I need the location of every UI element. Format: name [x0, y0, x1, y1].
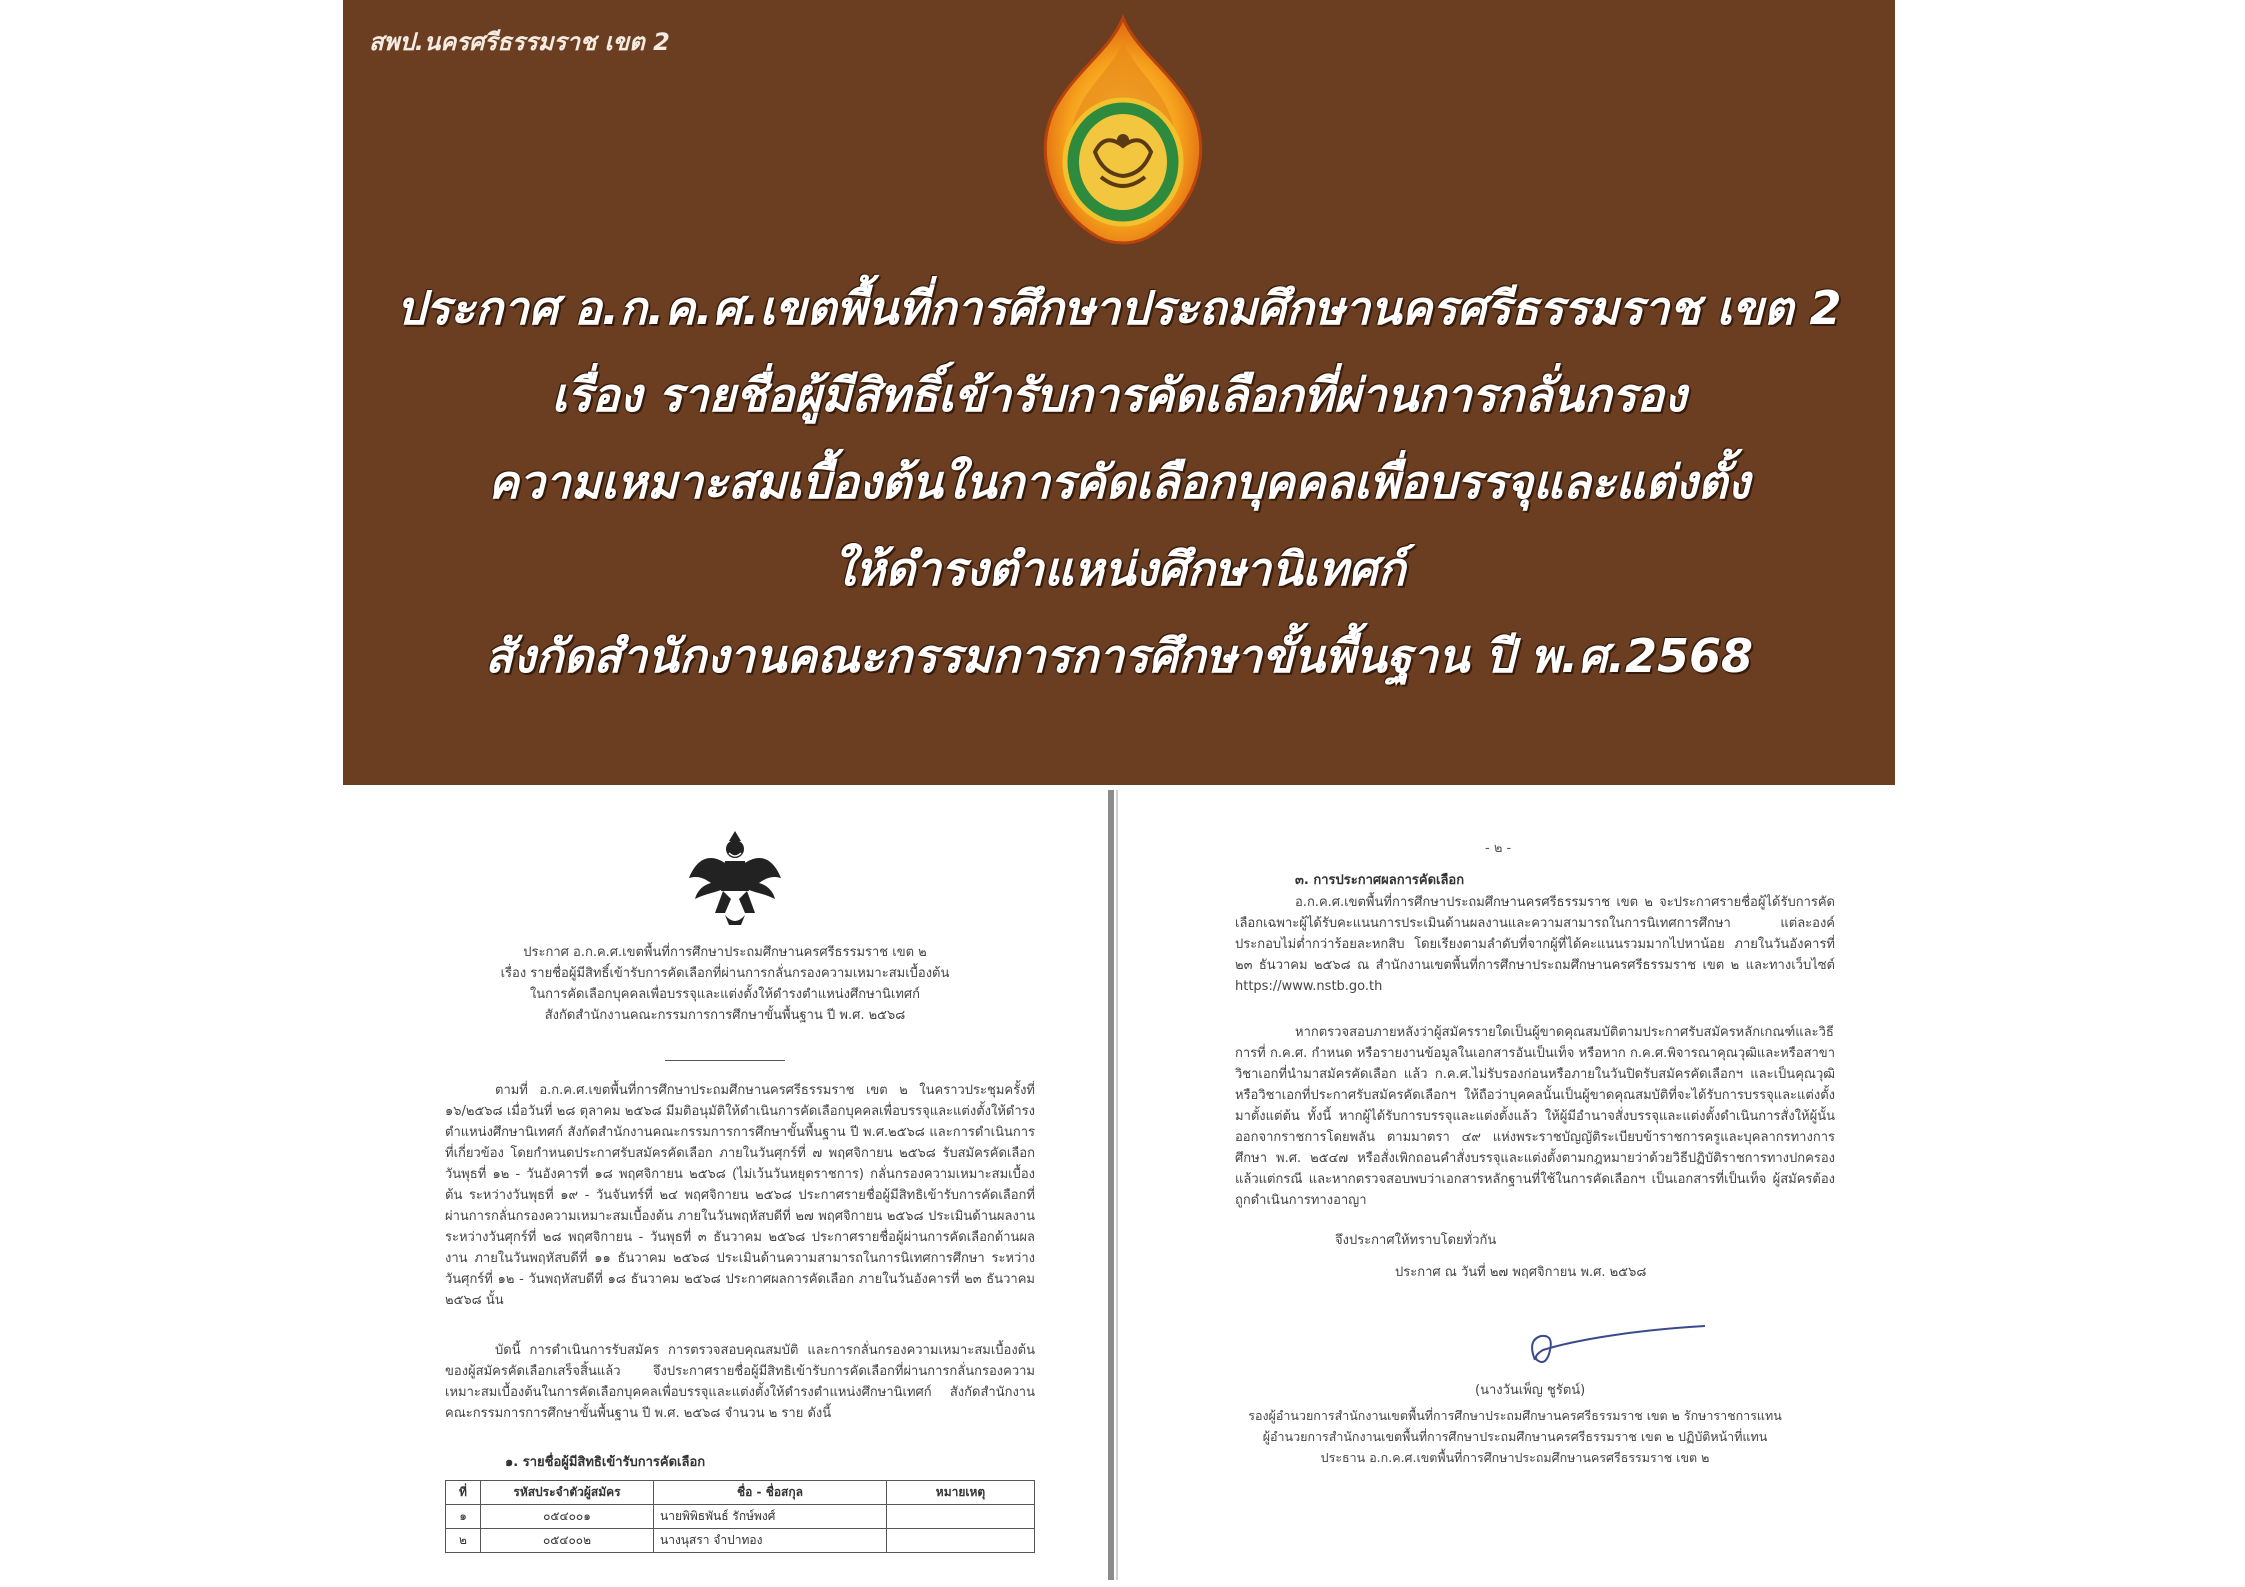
table-cell: ๐๕๔๐๐๒: [481, 1529, 654, 1553]
announcement-banner: [343, 0, 1895, 785]
headline-line: สังกัดสำนักงานคณะกรรมการการศึกษาขั้นพื้นฐาน ปี พ.ศ.2568: [485, 629, 1753, 683]
signer-title: [1185, 1405, 1845, 1468]
announce-line: จึงประกาศให้ทราบโดยทั่วกัน: [1335, 1233, 1497, 1248]
org-name: สพป.นครศรีธรรมราช เขต 2: [369, 28, 670, 56]
page1-header-line: ประกาศ อ.ก.ค.ศ.เขตพื้นที่การศึกษาประถมศึกษานครศรีธรรมราช เขต ๒: [523, 945, 927, 960]
page1-header-line: ในการคัดเลือกบุคคลเพื่อบรรจุและแต่งตั้งให้ดำรงตำแหน่งศึกษานิเทศก์: [529, 987, 921, 1002]
table-cell: ๑: [446, 1505, 481, 1529]
page2-section-title: ๓. การประกาศผลการคัดเลือก: [1295, 873, 1465, 888]
header-divider: [665, 1060, 785, 1061]
page2-paragraph-2: หากตรวจสอบภายหลังว่าผู้สมัครรายใดเป็นผู้ขาดคุณสมบัติตามประกาศรับสมัครหลักเกณฑ์และวิธีการที่ ก.ค.ศ. กำหนด หรือรายงานข้อมูลในเอกสารอันเป็นเท็จ หรือหาก ก.ค.ศ.พิจารณาคุณวุฒิและหรือสาขาวิชาเอกที่นำมาสมัครคัดเลือก แล้ว ก.ค.ศ.ไม่รับรองก่อนหรือภายในวันปิดรับสมัครคัดเลือกฯ และเป็นคุณวุฒิ หรือวิชาเอกที่ประกาศรับสมัครคัดเลือกฯ ให้ถือว่าบุคคลนั้นเป็นผู้ขาดคุณสมบัติที่จะได้รับการบรรจุและแต่งตั้งมาตั้งแต่ต้น ทั้งนี้ หากผู้ได้รับการบรรจุและแต่งตั้งแล้ว ให้ผู้มีอำนาจสั่งบรรจุและแต่งตั้งดำเนินการสั่งให้ผู้นั้นออกจากราชการโดยพลัน ตามมาตรา ๔๙ แห่งพระราชบัญญัติระเบียบข้าราชการครูและบุคลากรทางการศึกษา พ.ศ. ๒๕๔๗ หรือสั่งเพิกถอนคำสั่งบรรจุและแต่งตั้งตามกฎหมายว่าด้วยวิธีปฏิบัติราชการทางปกครอง แล้วแต่กรณี และหากตรวจสอบพบว่าเอกสารหลักฐานที่ใช้ในการคัดเลือกฯ เป็นเอกสารที่เป็นเท็จ ผู้สมัครต้องถูกดำเนินการทางอาญา: [1235, 1025, 1835, 1208]
candidate-table: [445, 1480, 1035, 1553]
table-cell: [887, 1529, 1035, 1553]
page-number: - ๒ -: [1485, 841, 1512, 856]
document-page-2: [1125, 790, 1895, 1580]
table-row: [446, 1529, 1035, 1553]
date-line: ประกาศ ณ วันที่ ๒๗ พฤศจิกายน พ.ศ. ๒๕๖๘: [1395, 1265, 1647, 1280]
table-header: หมายเหตุ: [887, 1481, 1035, 1505]
page1-paragraph-1: ตามที่ อ.ก.ค.ศ.เขตพื้นที่การศึกษาประถมศึกษานครศรีธรรมราช เขต ๒ ในคราวประชุมครั้งที่ ๑๖/๒๕๖๘ เมื่อวันที่ ๒๘ ตุลาคม ๒๕๖๘ มีมติอนุมัติให้ดำเนินการคัดเลือกบุคคลเพื่อบรรจุและแต่งตั้งให้ดำรงตำแหน่งศึกษานิเทศก์ สังกัดสำนักงานคณะกรรมการการศึกษาขั้นพื้นฐาน ปี พ.ศ.๒๕๖๘ และการดำเนินการที่เกี่ยวข้อง โดยกำหนดประกาศรับสมัครคัดเลือก ภายในวันศุกร์ที่ ๗ พฤศจิกายน ๒๕๖๘ รับสมัครคัดเลือกวันพุธที่ ๑๒ - วันอังคารที่ ๑๘ พฤศจิกายน ๒๕๖๘ (ไม่เว้นวันหยุดราชการ) กลั่นกรองความเหมาะสมเบื้องต้น ระหว่างวันพุธที่ ๑๙ - วันจันทร์ที่ ๒๔ พฤศจิกายน ๒๕๖๘ ประกาศรายชื่อผู้มีสิทธิเข้ารับการคัดเลือกที่ผ่านการกลั่นกรองความเหมาะสมเบื้องต้น ภายในวันพฤหัสบดีที่ ๒๗ พฤศจิกายน ๒๕๖๘ ประเมินด้านผลงาน ระหว่างวันศุกร์ที่ ๒๘ พฤศจิกายน - วันพุธที่ ๓ ธันวาคม ๒๕๖๘ ประกาศรายชื่อผู้ผ่านการคัดเลือกด้านผลงาน ภายในวันพฤหัสบดีที่ ๑๑ ธันวาคม ๒๕๖๘ ประเมินด้านความสามารถในการนิเทศการศึกษา ระหว่างวันศุกร์ที่ ๑๒ - วันพฤหัสบดีที่ ๑๘ ธันวาคม ๒๕๖๘ ประกาศผลการคัดเลือก ภายในวันอังคารที่ ๒๓ ธันวาคม ๒๕๖๘ นั้น: [445, 1083, 1035, 1308]
page2-paragraph-1: อ.ก.ค.ศ.เขตพื้นที่การศึกษาประถมศึกษานครศรีธรรมราช เขต ๒ จะประกาศรายชื่อผู้ได้รับการคัดเลือกเฉพาะผู้ได้รับคะแนนการประเมินด้านผลงานและความสามารถในการนิเทศการศึกษา แต่ละองค์ประกอบไม่ต่ำกว่าร้อยละหกสิบ โดยเรียงตามลำดับที่จากผู้ที่ได้คะแนนรวมมากไปหาน้อย ภายในวันอังคารที่ ๒๓ ธันวาคม ๒๕๖๘ ณ สำนักงานเขตพื้นที่การศึกษาประถมศึกษานครศรีธรรมราช เขต ๒ และทางเว็บไซต์ https://www.nstb.go.th: [1235, 895, 1835, 994]
table-header: ที่: [446, 1481, 481, 1505]
obec-emblem-icon: [1013, 12, 1233, 252]
table-header: ชื่อ - ชื่อสกุล: [654, 1481, 887, 1505]
page-divider-shadow: [1116, 790, 1118, 1580]
page1-section-title: ๑. รายชื่อผู้มีสิทธิเข้ารับการคัดเลือก: [505, 1455, 706, 1470]
page1-header-line: เรื่อง รายชื่อผู้มีสิทธิ์เข้ารับการคัดเลือกที่ผ่านการกลั่นกรองความเหมาะสมเบื้องต้น: [500, 966, 950, 981]
table-header-row: [446, 1481, 1035, 1505]
table-row: [446, 1505, 1035, 1529]
signer-name: (นางวันเพ็ญ ชูรัตน์): [1475, 1383, 1586, 1398]
table-cell: [887, 1505, 1035, 1529]
table-cell: นางนุสรา จำปาทอง: [654, 1529, 887, 1553]
signer-title-line: รองผู้อำนวยการสำนักงานเขตพื้นที่การศึกษาประถมศึกษานครศรีธรรมราช เขต ๒ รักษาราชการแทน: [1248, 1408, 1782, 1423]
signature-icon: [1515, 1320, 1715, 1380]
signer-title-line: ประธาน อ.ก.ค.ศ.เขตพื้นที่การศึกษาประถมศึกษานครศรีธรรมราช เขต ๒: [1320, 1450, 1710, 1465]
headline-line: ความเหมาะสมเบื้องต้นในการคัดเลือกบุคคลเพื่อบรรจุและแต่งตั้ง: [488, 455, 1750, 509]
page1-paragraph-2: บัดนี้ การดำเนินการรับสมัคร การตรวจสอบคุณสมบัติ และการกลั่นกรองความเหมาะสมเบื้องต้นของผู้สมัครคัดเลือกเสร็จสิ้นแล้ว จึงประกาศรายชื่อผู้มีสิทธิเข้ารับการคัดเลือกที่ผ่านการกลั่นกรองความเหมาะสมเบื้องต้นในการคัดเลือกบุคคลเพื่อบรรจุและแต่งตั้งให้ดำรงตำแหน่งศึกษานิเทศก์ สังกัดสำนักงานคณะกรรมการการศึกษาขั้นพื้นฐาน ปี พ.ศ. ๒๕๖๘ จำนวน ๒ ราย ดังนี้: [445, 1343, 1035, 1421]
headline-line: ให้ดำรงตำแหน่งศึกษานิเทศก์: [832, 542, 1406, 596]
page-divider: [1108, 790, 1114, 1580]
announcement-headline: [343, 265, 1895, 700]
signer-title-line: ผู้อำนวยการสำนักงานเขตพื้นที่การศึกษาประถมศึกษานครศรีธรรมราช เขต ๒ ปฏิบัติหน้าที่แทน: [1262, 1429, 1768, 1444]
table-cell: ๐๕๔๐๐๑: [481, 1505, 654, 1529]
garuda-emblem-icon: [685, 823, 785, 933]
table-header: รหัสประจำตัวผู้สมัคร: [481, 1481, 654, 1505]
headline-line: ประกาศ อ.ก.ค.ศ.เขตพื้นที่การศึกษาประถมศึกษานครศรีธรรมราช เขต 2: [396, 281, 1842, 335]
headline-line: เรื่อง รายชื่อผู้มีสิทธิ์เข้ารับการคัดเลือกที่ผ่านการกลั่นกรอง: [551, 368, 1687, 422]
page1-header: [345, 942, 1105, 1026]
table-cell: ๒: [446, 1529, 481, 1553]
document-page-1: [345, 790, 1105, 1580]
table-cell: นายพิพิธพันธ์ รักษ์พงศ์: [654, 1505, 887, 1529]
page1-header-line: สังกัดสำนักงานคณะกรรมการการศึกษาขั้นพื้นฐาน ปี พ.ศ. ๒๕๖๘: [544, 1008, 906, 1023]
